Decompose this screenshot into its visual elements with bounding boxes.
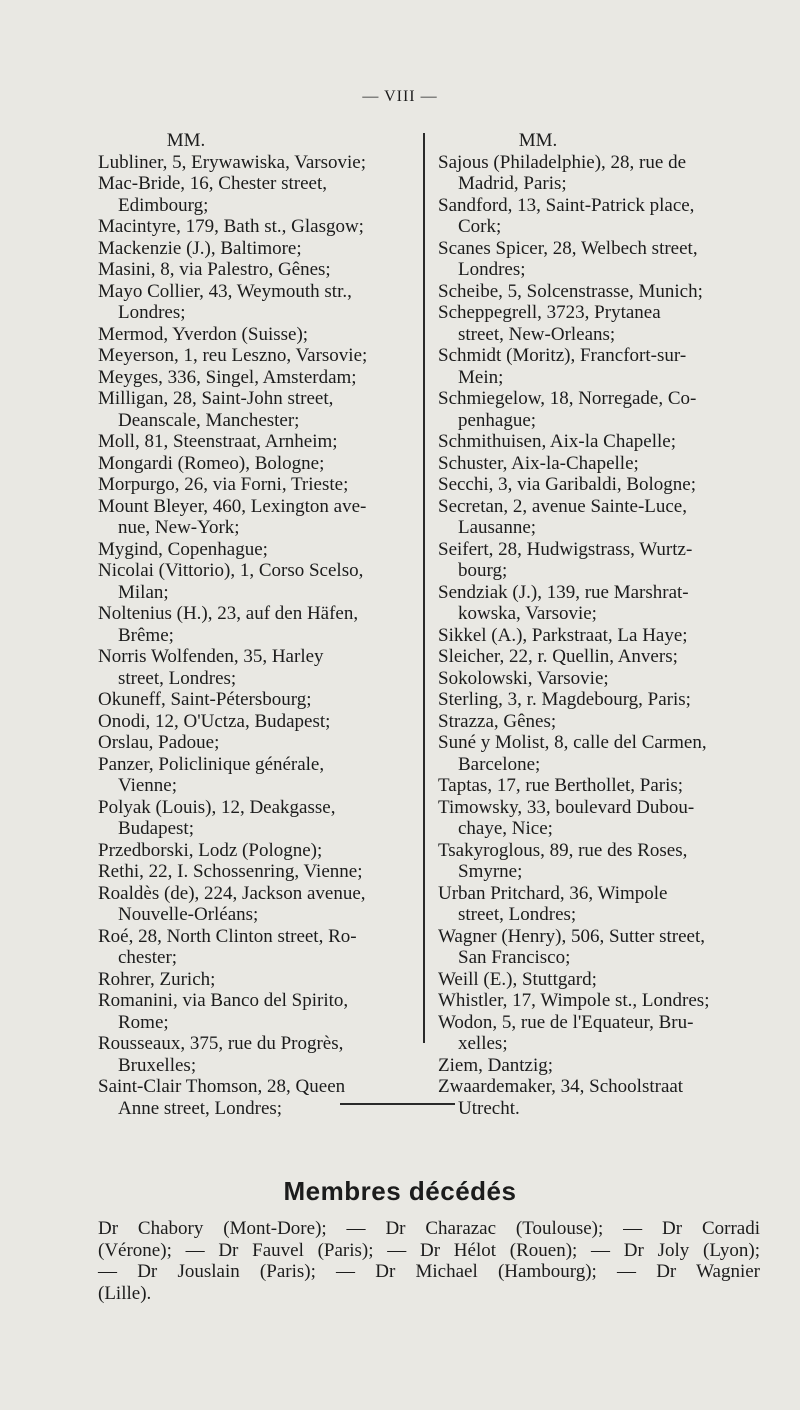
member-entry-line: Roaldès (de), 224, Jackson avenue, bbox=[98, 882, 366, 904]
member-entry-continuation: street, Londres; bbox=[458, 904, 577, 925]
member-entry-continuation: bourg; bbox=[458, 560, 508, 581]
member-entry-continuation: Nouvelle-Orléans; bbox=[118, 904, 259, 925]
member-entry-line: Polyak (Louis), 12, Deakgasse, bbox=[98, 796, 336, 818]
member-entry bbox=[438, 238, 758, 281]
deceased-members-title: Membres décédés bbox=[283, 1176, 517, 1206]
member-entry-continuation: Budapest; bbox=[118, 818, 194, 839]
member-entry bbox=[438, 302, 758, 345]
member-entry bbox=[438, 539, 758, 582]
member-entry-continuation: San Francisco; bbox=[458, 947, 571, 968]
member-entry bbox=[98, 431, 424, 453]
member-entry bbox=[438, 775, 758, 797]
member-entry-line: Schmidt (Moritz), Francfort-sur- bbox=[438, 345, 687, 366]
member-entry bbox=[98, 883, 424, 926]
member-entry-line: Meyerson, 1, reu Leszno, Varsovie; bbox=[98, 345, 368, 366]
section-divider bbox=[340, 1103, 455, 1105]
member-entry-line: Masini, 8, via Palestro, Gênes; bbox=[98, 259, 331, 280]
member-entry-continuation: chester; bbox=[118, 947, 178, 968]
member-entry-line: Suné y Molist, 8, calle del Carmen, bbox=[438, 732, 707, 753]
member-entry-line: Mongardi (Romeo), Bologne; bbox=[98, 452, 325, 474]
member-entry-continuation: Barcelone; bbox=[458, 753, 541, 775]
member-entry-continuation: Utrecht. bbox=[458, 1097, 520, 1119]
member-entry bbox=[438, 625, 758, 647]
member-entry-line: Seifert, 28, Hudwigstrass, Wurtz- bbox=[438, 538, 693, 560]
member-entry-continuation: Vienne; bbox=[118, 775, 178, 796]
member-entry bbox=[98, 496, 424, 539]
member-entry-continuation: nue, New-York; bbox=[118, 517, 240, 538]
member-entry-line: Panzer, Policlinique générale, bbox=[98, 753, 325, 775]
member-entry-continuation: Mein; bbox=[458, 366, 504, 388]
member-entry-line: Romanini, via Banco del Spirito, bbox=[98, 990, 349, 1011]
member-entry bbox=[438, 388, 758, 431]
member-entry bbox=[98, 216, 424, 238]
member-entry bbox=[438, 453, 758, 475]
member-entry-continuation: Milan; bbox=[118, 581, 169, 603]
member-entry-continuation: Bruxelles; bbox=[118, 1054, 197, 1076]
member-entry bbox=[98, 990, 424, 1033]
member-entry-line: Schmiegelow, 18, Norregade, Co- bbox=[438, 388, 697, 409]
member-entry-line: Schuster, Aix-la-Chapelle; bbox=[438, 452, 639, 474]
member-entry-continuation: xelles; bbox=[458, 1033, 508, 1054]
member-entry-line: Mackenzie (J.), Baltimore; bbox=[98, 237, 302, 259]
member-entry-line: Scanes Spicer, 28, Welbech street, bbox=[438, 237, 698, 259]
member-entry bbox=[98, 1033, 424, 1076]
member-entry-line: Nicolai (Vittorio), 1, Corso Scelso, bbox=[98, 560, 364, 581]
member-entry bbox=[438, 1055, 758, 1077]
member-entry bbox=[438, 345, 758, 388]
member-entry-continuation: penhague; bbox=[458, 409, 537, 431]
member-entry-line: Mermod, Yverdon (Suisse); bbox=[98, 323, 309, 345]
member-entry-continuation: Londres; bbox=[458, 259, 526, 280]
member-entry bbox=[438, 1012, 758, 1055]
member-entry-line: Mac-Bride, 16, Chester street, bbox=[98, 173, 327, 194]
member-entry-line: Rousseaux, 375, rue du Progrès, bbox=[98, 1033, 344, 1054]
member-entry bbox=[438, 840, 758, 883]
member-entry-line: Wodon, 5, rue de l'Equateur, Bru- bbox=[438, 1011, 694, 1033]
member-entry bbox=[98, 754, 424, 797]
member-entry bbox=[438, 474, 758, 496]
member-entry-line: Rethi, 22, I. Schossenring, Vienne; bbox=[98, 861, 363, 882]
member-entry-line: Sajous (Philadelphie), 28, rue de bbox=[438, 151, 687, 173]
member-entry bbox=[98, 969, 424, 991]
member-entry-continuation: Londres; bbox=[118, 302, 186, 323]
member-entry-line: Orslau, Padoue; bbox=[98, 732, 220, 753]
member-entry-line: Okuneff, Saint-Pétersbourg; bbox=[98, 689, 312, 710]
member-entry bbox=[438, 990, 758, 1012]
member-entry-line: Moll, 81, Steenstraat, Arnheim; bbox=[98, 431, 338, 452]
member-entry-line: Sokolowski, Varsovie; bbox=[438, 667, 609, 689]
member-entry bbox=[438, 152, 758, 195]
member-entry bbox=[98, 345, 424, 367]
member-entry-line: Mayo Collier, 43, Weymouth str., bbox=[98, 280, 352, 302]
member-entry bbox=[98, 238, 424, 260]
member-entry bbox=[98, 367, 424, 389]
member-entry-line: Strazza, Gênes; bbox=[438, 710, 557, 732]
member-entry bbox=[98, 840, 424, 862]
deceased-line: (Vérone); — Dr Fauvel (Paris); — Dr Hélot (Rouen); — Dr Joly (Lyon); bbox=[98, 1239, 760, 1261]
member-entry-line: Rohrer, Zurich; bbox=[98, 968, 216, 990]
member-entry-line: Taptas, 17, rue Berthollet, Paris; bbox=[438, 775, 684, 796]
member-entry-line: Ziem, Dantzig; bbox=[438, 1054, 554, 1076]
member-entry bbox=[438, 1076, 758, 1119]
member-entry-line: Morpurgo, 26, via Forni, Trieste; bbox=[98, 474, 349, 495]
member-entry-line: Zwaardemaker, 34, Schoolstraat bbox=[438, 1076, 684, 1097]
member-entry-line: Roé, 28, North Clinton street, Ro- bbox=[98, 925, 357, 947]
member-entry bbox=[98, 797, 424, 840]
member-entry bbox=[438, 883, 758, 926]
member-entry bbox=[98, 152, 424, 174]
member-entry bbox=[98, 711, 424, 733]
member-entry-continuation: chaye, Nice; bbox=[458, 818, 553, 839]
member-entry-line: Whistler, 17, Wimpole st., Londres; bbox=[438, 990, 710, 1011]
member-entry-line: Saint-Clair Thomson, 28, Queen bbox=[98, 1076, 346, 1097]
deceased-line: — Dr Jouslain (Paris); — Dr Michael (Hambourg); — Dr Wagnier bbox=[98, 1261, 760, 1282]
member-entry-line: Sleicher, 22, r. Quellin, Anvers; bbox=[438, 646, 678, 667]
member-entry bbox=[98, 281, 424, 324]
member-entry-line: Norris Wolfenden, 35, Harley bbox=[98, 646, 324, 667]
member-entry-line: Mount Bleyer, 460, Lexington ave- bbox=[98, 495, 367, 517]
member-entry-line: Schmithuisen, Aix-la Chapelle; bbox=[438, 431, 676, 452]
left-column bbox=[98, 130, 424, 1119]
member-entry-line: Scheppegrell, 3723, Prytanea bbox=[438, 302, 661, 323]
left-column-header: MM. bbox=[166, 130, 206, 151]
member-entry-line: Onodi, 12, O'Uctza, Budapest; bbox=[98, 710, 331, 732]
member-entry-line: Wagner (Henry), 506, Sutter street, bbox=[438, 925, 706, 947]
member-entry-continuation: Deanscale, Manchester; bbox=[118, 409, 300, 431]
member-entry-line: Scheibe, 5, Solcenstrasse, Munich; bbox=[438, 280, 703, 302]
member-entry-line: Weill (E.), Stuttgard; bbox=[438, 968, 597, 990]
member-entry-continuation: Brême; bbox=[118, 624, 174, 646]
member-entry-line: Noltenius (H.), 23, auf den Häfen, bbox=[98, 603, 359, 624]
member-entry-continuation: street, New-Orleans; bbox=[458, 323, 616, 345]
member-entry-continuation: Edimbourg; bbox=[118, 194, 209, 216]
right-entry-list bbox=[438, 152, 758, 1120]
member-entry-continuation: Cork; bbox=[458, 216, 502, 237]
member-entry bbox=[98, 732, 424, 754]
member-entry bbox=[98, 388, 424, 431]
member-entry bbox=[98, 1076, 424, 1119]
member-entry-line: Secretan, 2, avenue Sainte-Luce, bbox=[438, 495, 687, 517]
member-entry-continuation: Madrid, Paris; bbox=[458, 173, 567, 194]
member-entry-line: Lubliner, 5, Erywawiska, Varsovie; bbox=[98, 151, 366, 173]
member-entry bbox=[438, 281, 758, 303]
member-entry-line: Mygind, Copenhague; bbox=[98, 538, 268, 560]
member-entry bbox=[98, 603, 424, 646]
member-entry bbox=[98, 926, 424, 969]
member-entry bbox=[438, 689, 758, 711]
member-entry bbox=[438, 195, 758, 238]
member-entry bbox=[98, 474, 424, 496]
member-entry-line: Przedborski, Lodz (Pologne); bbox=[98, 839, 323, 861]
member-entry-line: Secchi, 3, via Garibaldi, Bologne; bbox=[438, 474, 697, 495]
member-entry-line: Milligan, 28, Saint-John street, bbox=[98, 388, 334, 409]
member-entry bbox=[438, 797, 758, 840]
right-column bbox=[438, 130, 758, 1119]
member-entry-continuation: Lausanne; bbox=[458, 517, 537, 538]
member-entry-line: Sendziak (J.), 139, rue Marshrat- bbox=[438, 581, 689, 603]
page-number: — VIII — bbox=[362, 88, 438, 105]
member-entry bbox=[438, 496, 758, 539]
member-entry-line: Sandford, 13, Saint-Patrick place, bbox=[438, 194, 695, 216]
member-entry-line: Sterling, 3, r. Magdebourg, Paris; bbox=[438, 689, 691, 710]
member-entry bbox=[98, 324, 424, 346]
member-entry bbox=[98, 560, 424, 603]
member-entry bbox=[438, 926, 758, 969]
member-entry-line: Urban Pritchard, 36, Wimpole bbox=[438, 882, 668, 904]
member-entry bbox=[98, 259, 424, 281]
member-entry-line: Tsakyroglous, 89, rue des Roses, bbox=[438, 839, 688, 861]
member-entry-line: Sikkel (A.), Parkstraat, La Haye; bbox=[438, 624, 688, 646]
member-entry bbox=[98, 861, 424, 883]
member-entry bbox=[98, 173, 424, 216]
deceased-line: Dr Chabory (Mont-Dore); — Dr Charazac (Toulouse); — Dr Corradi bbox=[98, 1218, 760, 1239]
member-entry bbox=[438, 711, 758, 733]
member-entry bbox=[438, 646, 758, 668]
member-entry bbox=[438, 732, 758, 775]
deceased-line: (Lille). bbox=[98, 1282, 152, 1304]
member-entry bbox=[438, 582, 758, 625]
column-divider bbox=[423, 133, 425, 1043]
member-entry bbox=[438, 668, 758, 690]
member-entry-continuation: Smyrne; bbox=[458, 861, 523, 882]
member-entry-continuation: kowska, Varsovie; bbox=[458, 603, 597, 624]
member-entry-continuation: Anne street, Londres; bbox=[118, 1097, 283, 1119]
member-entry-line: Timowsky, 33, boulevard Dubou- bbox=[438, 796, 695, 818]
member-entry bbox=[98, 453, 424, 475]
deceased-members-list bbox=[98, 1218, 760, 1304]
member-entry-continuation: street, Londres; bbox=[118, 667, 237, 689]
member-entry bbox=[98, 539, 424, 561]
left-entry-list bbox=[98, 152, 424, 1120]
member-entry bbox=[98, 689, 424, 711]
member-entry bbox=[98, 646, 424, 689]
member-entry-continuation: Rome; bbox=[118, 1011, 169, 1033]
right-column-header: MM. bbox=[518, 130, 558, 151]
member-entry-line: Macintyre, 179, Bath st., Glasgow; bbox=[98, 216, 364, 237]
member-entry bbox=[438, 431, 758, 453]
member-entry bbox=[438, 969, 758, 991]
member-entry-line: Meyges, 336, Singel, Amsterdam; bbox=[98, 366, 357, 388]
